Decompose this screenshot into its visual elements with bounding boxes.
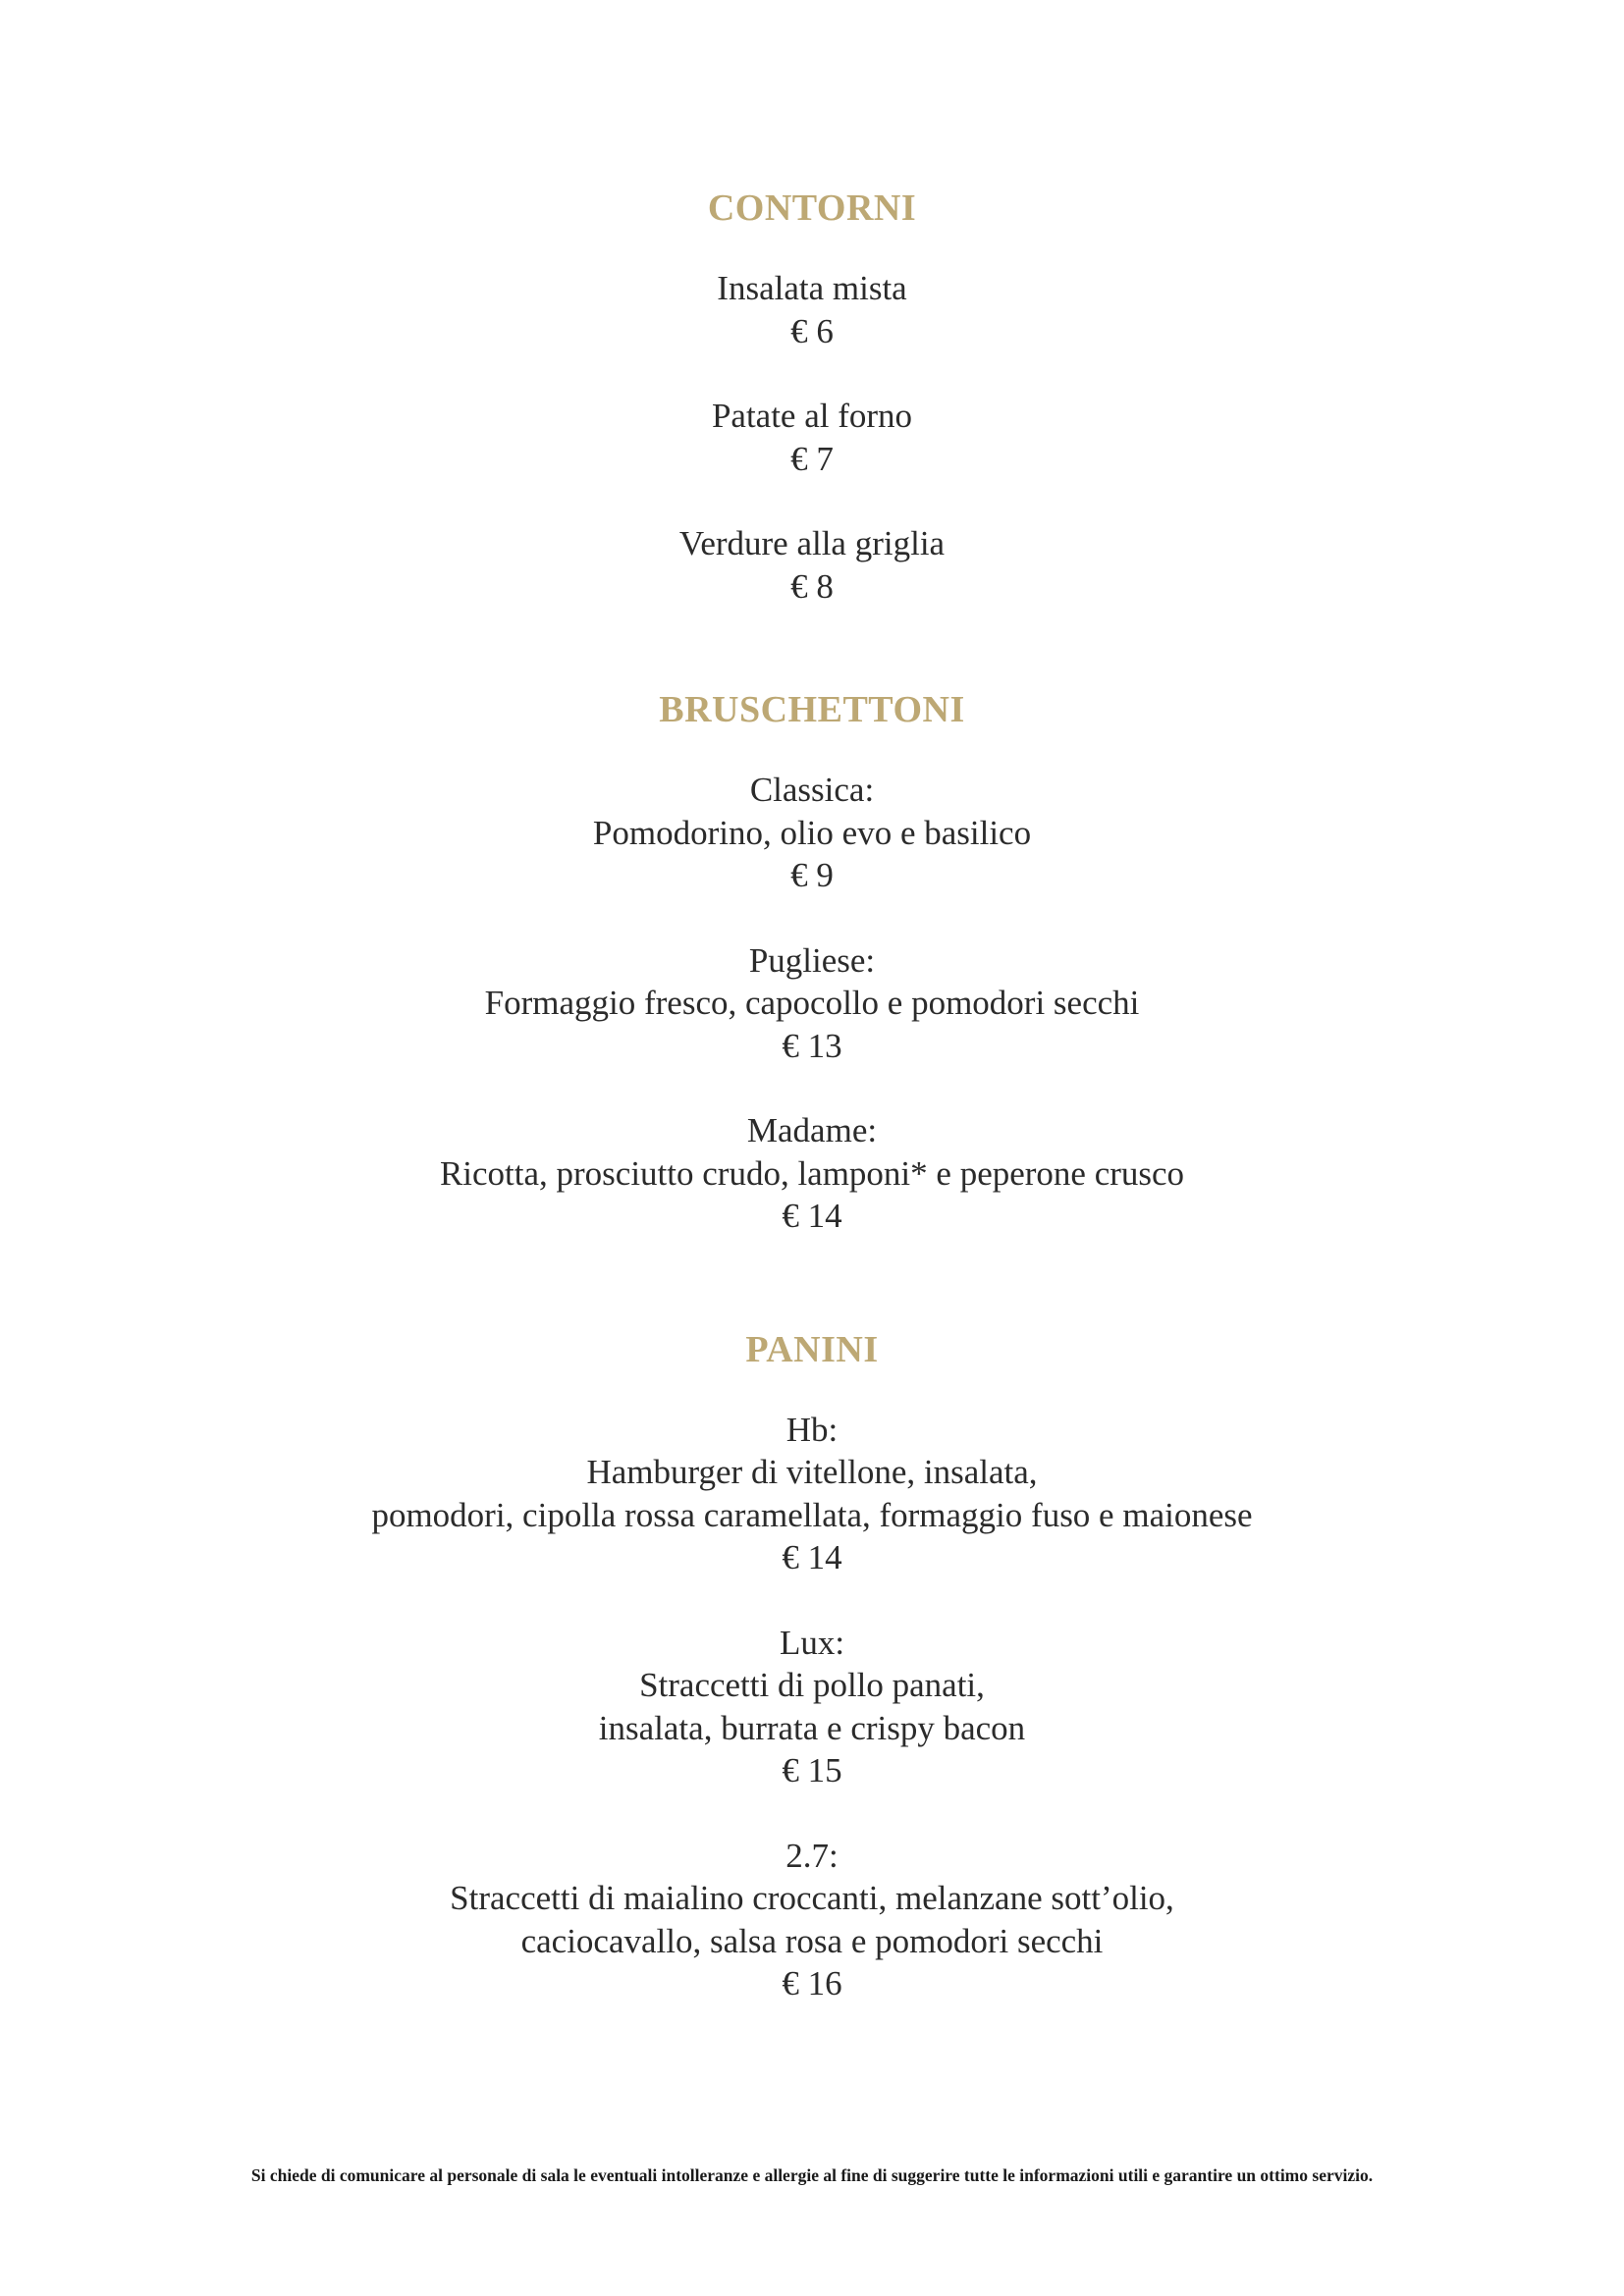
item-price: € 7 — [790, 439, 834, 478]
menu-item — [0, 939, 1624, 1068]
item-price: € 14 — [782, 1538, 842, 1576]
section-panini — [0, 1324, 1624, 2005]
item-price: € 15 — [782, 1751, 842, 1789]
item-description: Hamburger di vitellone, insalata, — [586, 1453, 1038, 1491]
item-name: Patate al forno — [711, 397, 913, 435]
item-price: € 9 — [790, 856, 834, 894]
item-name: Verdure alla griglia — [678, 524, 946, 562]
menu-item — [0, 522, 1624, 608]
section-items — [0, 769, 1624, 1238]
section-contorni — [0, 183, 1624, 608]
menu — [0, 183, 1624, 2082]
item-price: € 14 — [782, 1197, 842, 1235]
item-price: € 13 — [782, 1026, 842, 1065]
section-title: BRUSCHETTONI — [659, 689, 965, 730]
section-bruschettoni — [0, 684, 1624, 1238]
item-description: Straccetti di pollo panati, — [639, 1666, 985, 1704]
section-title: PANINI — [745, 1328, 879, 1370]
item-name: Hb: — [785, 1410, 839, 1449]
item-description: Formaggio fresco, capocollo e pomodori secchi — [484, 984, 1140, 1022]
item-description: caciocavallo, salsa rosa e pomodori secchi — [520, 1921, 1104, 1960]
section-items — [0, 1409, 1624, 2005]
menu-item — [0, 1109, 1624, 1238]
menu-item — [0, 267, 1624, 352]
item-description: pomodori, cipolla rossa caramellata, formaggio fuso e maionese — [371, 1495, 1253, 1534]
menu-item — [0, 769, 1624, 897]
item-description: Pomodorino, olio evo e basilico — [592, 813, 1032, 852]
item-name: Classica: — [749, 771, 875, 809]
item-description: Ricotta, prosciutto crudo, lamponi* e peperone crusco — [439, 1153, 1185, 1193]
section-title: CONTORNI — [707, 187, 917, 229]
item-description: insalata, burrata e crispy bacon — [598, 1708, 1026, 1747]
item-name: Insalata mista — [717, 269, 907, 307]
menu-item — [0, 1835, 1624, 2005]
item-name: Pugliese: — [748, 940, 876, 980]
menu-item — [0, 1409, 1624, 1579]
section-items — [0, 267, 1624, 608]
item-name: Madame: — [746, 1111, 878, 1149]
menu-item — [0, 395, 1624, 480]
item-price: € 8 — [790, 566, 834, 606]
item-description: Straccetti di maialino croccanti, melanzane sott’olio, — [450, 1879, 1174, 1917]
item-name: 2.7: — [785, 1836, 839, 1875]
item-price: € 16 — [782, 1964, 842, 2002]
item-price: € 6 — [790, 311, 834, 350]
menu-item — [0, 1622, 1624, 1792]
item-name: Lux: — [779, 1623, 845, 1662]
allergy-notice: Si chiede di comunicare al personale di sala le eventuali intolleranze e allergie al fine di suggerire tutte le informazioni utili e garantire un ottimo servizio. — [250, 2165, 1374, 2185]
